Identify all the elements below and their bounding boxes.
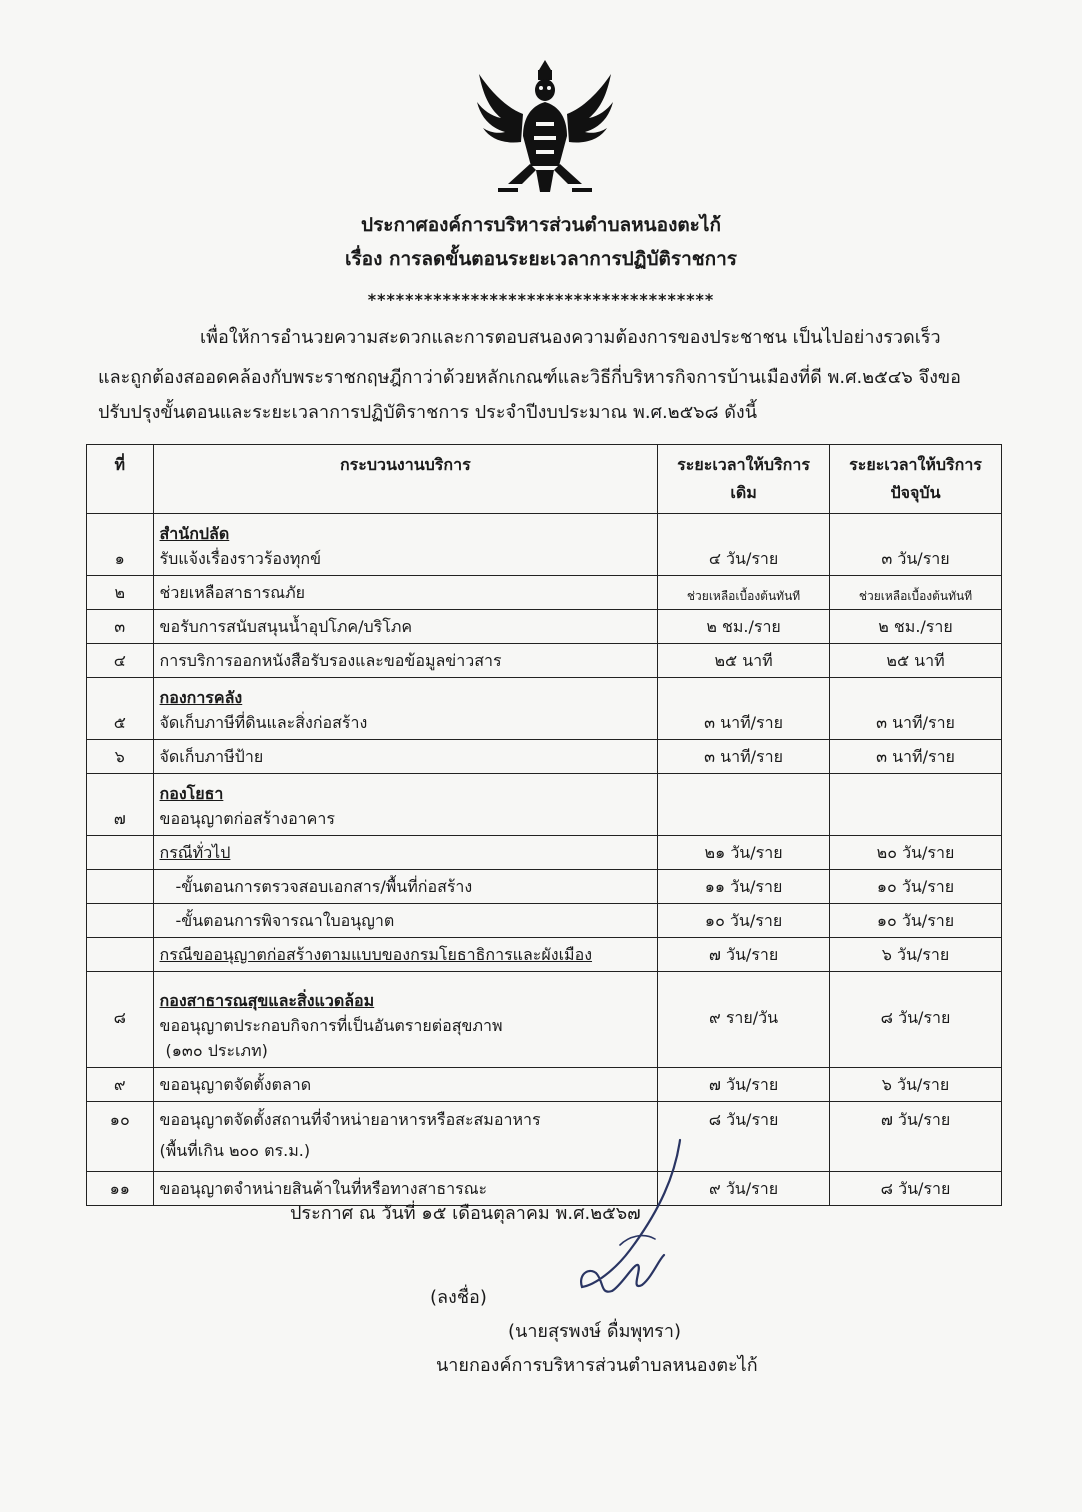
row-process: ขออนุญาตจำหน่ายสินค้าในที่หรือทางสาธารณะ: [153, 1172, 658, 1206]
intro-line-1: เพื่อให้การอำนวยความสะดวกและการตอบสนองความต้องการของประชาชน เป็นไปอย่างรวดเร็ว: [200, 327, 941, 348]
header-new-line2: ปัจจุบัน: [890, 483, 941, 502]
table-row: [87, 774, 1002, 836]
row-old-time: ๒๕ นาที: [658, 644, 830, 678]
row-old-time: ช่วยเหลือเบื้องต้นทันที: [658, 576, 830, 610]
table-row: [87, 576, 1002, 610]
row-process-label: -ขั้นตอนการพิจารณาใบอนุญาต: [175, 911, 395, 930]
row-new-time: ๑๐ วัน/ราย: [830, 870, 1002, 904]
row-no: ๖: [87, 740, 154, 774]
row-process: ขอรับการสนับสนุนน้ำอุปโภค/บริโภค: [153, 610, 658, 644]
garuda-emblem-icon: [470, 52, 620, 198]
row-old-time: ๔ วัน/ราย: [658, 514, 830, 576]
service-table: [86, 444, 1002, 1206]
table-row: [87, 1102, 1002, 1172]
row-no: ๒: [87, 576, 154, 610]
row-process: [153, 938, 658, 972]
row-new-time: ๓ นาที/ราย: [830, 678, 1002, 740]
header-no: ที่: [87, 445, 154, 514]
row-new-time: ๒ ชม./ราย: [830, 610, 1002, 644]
section-heading: กองการคลัง: [159, 688, 243, 707]
row-new-time: ๒๕ นาที: [830, 644, 1002, 678]
signer-name: (นายสุรพงษ์ ดื่มพุทรา): [508, 1321, 681, 1342]
intro-line-2: และถูกต้องสออดคล้องกับพระราชกฤษฎีกาว่าด้วยหลักเกณฑ์และวิธีกี่บริหารกิจการบ้านเมืองที่ดี พ.ศ.๒๕๔๖ จึงขอ: [98, 367, 961, 388]
row-old-time: [658, 774, 830, 836]
row-no: [87, 904, 154, 938]
row-new-time: ๘ วัน/ราย: [830, 972, 1002, 1068]
row-no: [87, 938, 154, 972]
row-process: [153, 678, 658, 740]
row-process-label: -ขั้นตอนการตรวจสอบเอกสาร/พื้นที่ก่อสร้าง: [175, 877, 473, 896]
row-old-time: ๙ ราย/วัน: [658, 972, 830, 1068]
header-new-time: [830, 445, 1002, 514]
row-process-label: รับแจ้งเรื่องราวร้องทุกข์: [159, 549, 321, 568]
row-old-time: ๘ วัน/ราย: [658, 1102, 830, 1172]
row-old-time: ๙ วัน/ราย: [658, 1172, 830, 1206]
table-row: [87, 938, 1002, 972]
row-process-label: จัดเก็บภาษีที่ดินและสิ่งก่อสร้าง: [159, 713, 368, 732]
row-old-time: ๓ นาที/ราย: [658, 740, 830, 774]
row-old-time: ๓ นาที/ราย: [658, 678, 830, 740]
row-process: [153, 972, 658, 1068]
row-process: จัดเก็บภาษีป้าย: [153, 740, 658, 774]
announcement-date: ประกาศ ณ วันที่ ๑๕ เดือนตุลาคม พ.ศ.๒๕๖๗: [290, 1203, 641, 1224]
row-no: ๑: [87, 514, 154, 576]
row-old-time: ๒ ชม./ราย: [658, 610, 830, 644]
row-process: [153, 870, 658, 904]
row-new-time: ๖ วัน/ราย: [830, 938, 1002, 972]
header-old-line2: เดิม: [730, 483, 757, 502]
announcement-subject: เรื่อง การลดขั้นตอนระยะเวลาการปฏิบัติราชการ: [344, 248, 738, 270]
row-new-time: ๑๐ วัน/ราย: [830, 904, 1002, 938]
header-process: กระบวนงานบริการ: [153, 445, 658, 514]
row-no: ๗: [87, 774, 154, 836]
signer-position: นายกองค์การบริหารส่วนตำบลหนองตะไก้: [436, 1355, 758, 1376]
row-no: [87, 870, 154, 904]
table-row: [87, 610, 1002, 644]
header-old-time: [658, 445, 830, 514]
row-process-note: (พื้นที่เกิน ๒๐๐ ตร.ม.): [159, 1141, 311, 1160]
row-process-label: กรณีขออนุญาตก่อสร้างตามแบบของกรมโยธาธิการและผังเมือง: [159, 945, 593, 964]
table-row: [87, 904, 1002, 938]
row-process-note: (๑๓๐ ประเภท): [165, 1041, 268, 1060]
row-old-time: ๗ วัน/ราย: [658, 1068, 830, 1102]
row-new-time: ช่วยเหลือเบื้องต้นทันที: [830, 576, 1002, 610]
row-process-label: กรณีทั่วไป: [159, 843, 231, 862]
row-process-label: ขออนุญาตจัดตั้งสถานที่จำหน่ายอาหารหรือสะสมอาหาร: [159, 1110, 541, 1129]
table-header-row: [87, 445, 1002, 514]
row-process: [153, 836, 658, 870]
row-no: ๑๑: [87, 1172, 154, 1206]
table-row: [87, 972, 1002, 1068]
row-new-time: ๓ วัน/ราย: [830, 514, 1002, 576]
table-row: [87, 740, 1002, 774]
row-process-label: ขออนุญาตประกอบกิจการที่เป็นอันตรายต่อสุขภาพ: [159, 1016, 503, 1035]
announcement-title: ประกาศองค์การบริหารส่วนตำบลหนองตะไก้: [361, 214, 721, 236]
table-row: [87, 836, 1002, 870]
header-new-line1: ระยะเวลาให้บริการ: [849, 455, 982, 474]
row-process: ขออนุญาตจัดตั้งตลาด: [153, 1068, 658, 1102]
section-heading: กองโยธา: [159, 784, 224, 803]
section-heading: กองสาธารณสุขและสิ่งแวดล้อม: [159, 991, 375, 1010]
signature-label: (ลงชื่อ): [430, 1287, 487, 1308]
section-heading: สำนักปลัด: [159, 524, 230, 543]
header-old-line1: ระยะเวลาให้บริการ: [677, 455, 810, 474]
row-old-time: ๑๐ วัน/ราย: [658, 904, 830, 938]
row-process-label: ขออนุญาตก่อสร้างอาคาร: [159, 809, 335, 828]
row-new-time: [830, 774, 1002, 836]
table-row: [87, 1068, 1002, 1102]
row-no: ๘: [87, 972, 154, 1068]
row-process: [153, 904, 658, 938]
signature-icon: [560, 1135, 700, 1315]
row-new-time: ๗ วัน/ราย: [830, 1102, 1002, 1172]
row-no: ๓: [87, 610, 154, 644]
table-row: [87, 870, 1002, 904]
row-no: ๑๐: [87, 1102, 154, 1172]
divider: *************************************: [367, 290, 715, 309]
row-no: [87, 836, 154, 870]
intro-line-3: ปรับปรุงขั้นตอนและระยะเวลาการปฏิบัติราชการ ประจำปีงบประมาณ พ.ศ.๒๕๖๘ ดังนี้: [98, 402, 758, 423]
row-new-time: ๒๐ วัน/ราย: [830, 836, 1002, 870]
table-row: [87, 514, 1002, 576]
row-new-time: ๘ วัน/ราย: [830, 1172, 1002, 1206]
row-no: ๔: [87, 644, 154, 678]
row-no: ๕: [87, 678, 154, 740]
row-old-time: ๗ วัน/ราย: [658, 938, 830, 972]
row-process: [153, 514, 658, 576]
row-old-time: ๑๑ วัน/ราย: [658, 870, 830, 904]
row-new-time: ๓ นาที/ราย: [830, 740, 1002, 774]
table-row: [87, 644, 1002, 678]
table-row: [87, 678, 1002, 740]
row-no: ๙: [87, 1068, 154, 1102]
row-process: การบริการออกหนังสือรับรองและขอข้อมูลข่าวสาร: [153, 644, 658, 678]
row-process: [153, 774, 658, 836]
row-old-time: ๒๑ วัน/ราย: [658, 836, 830, 870]
row-new-time: ๖ วัน/ราย: [830, 1068, 1002, 1102]
row-process: ช่วยเหลือสาธารณภัย: [153, 576, 658, 610]
